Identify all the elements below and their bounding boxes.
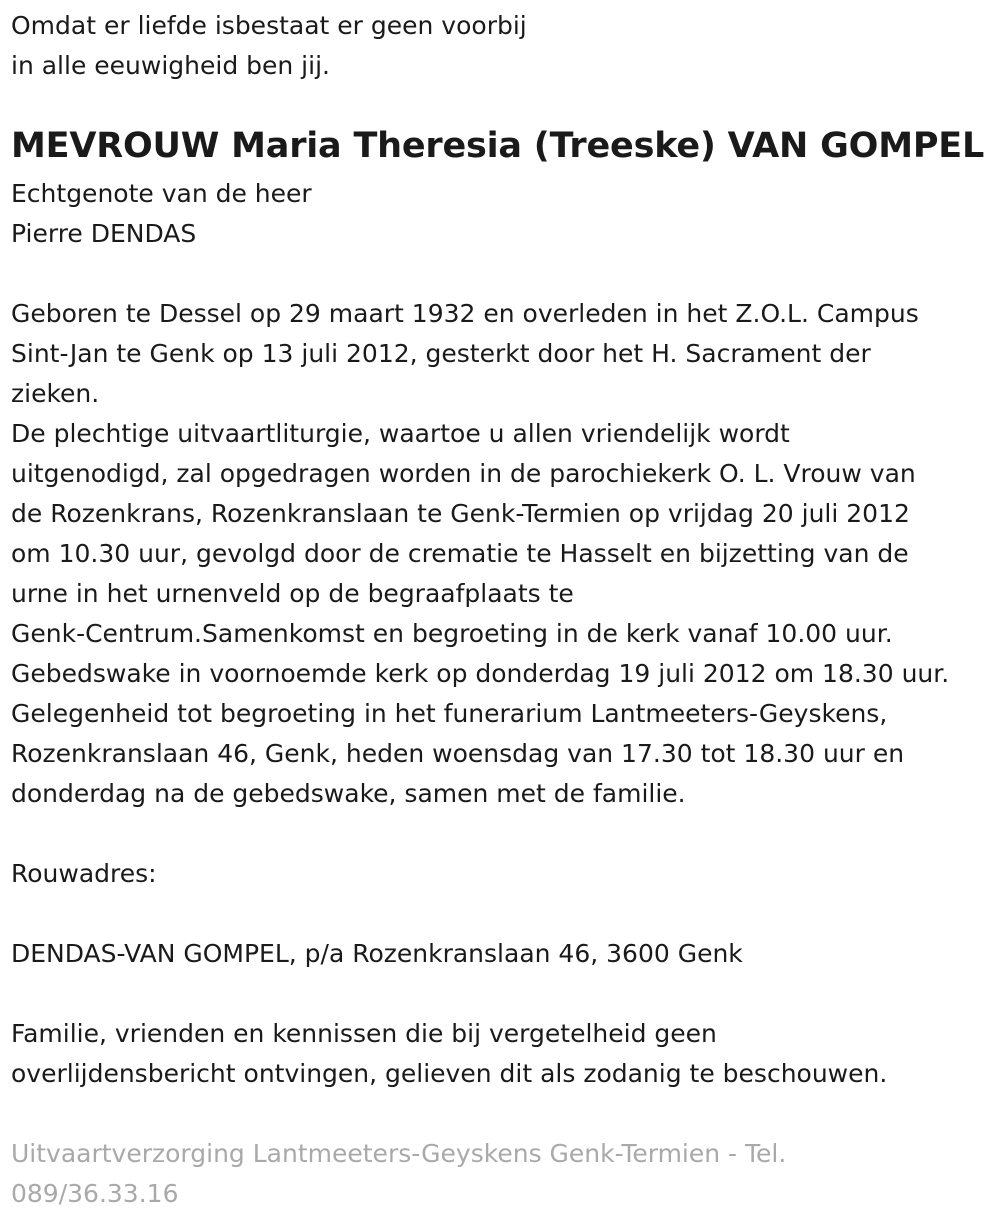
footer-line: Uitvaartverzorging Lantmeeters-Geyskens Genk-Termien - Tel. [11, 1139, 787, 1168]
body-line: Geboren te Dessel op 29 maart 1932 en overleden in het Z.O.L. Campus [11, 299, 919, 328]
memorial-quote [11, 6, 527, 86]
quote-line: in alle eeuwigheid ben jij. [11, 51, 330, 80]
footer-line: 089/36.33.16 [11, 1179, 179, 1208]
rouwadres-address: DENDAS-VAN GOMPEL, p/a Rozenkranslaan 46, 3600 Genk [11, 939, 743, 968]
deceased-name-heading: MEVROUW Maria Theresia (Treeske) VAN GOMPEL [11, 126, 985, 166]
body-line: Gelegenheid tot begroeting in het funerarium Lantmeeters-Geyskens, [11, 699, 888, 728]
spouse-line: Pierre DENDAS [11, 219, 197, 248]
body-line: Genk-Centrum.Samenkomst en begroeting in de kerk vanaf 10.00 uur. [11, 619, 893, 648]
notice-body [11, 294, 949, 814]
body-line: Sint-Jan te Genk op 13 juli 2012, gesterkt door het H. Sacrament der [11, 339, 871, 368]
body-line: om 10.30 uur, gevolgd door de crematie te Hasselt en bijzetting van de [11, 539, 909, 568]
body-line: uitgenodigd, zal opgedragen worden in de parochiekerk O. L. Vrouw van [11, 459, 916, 488]
family-notice [11, 1014, 887, 1094]
body-line: De plechtige uitvaartliturgie, waartoe u allen vriendelijk wordt [11, 419, 790, 448]
spouse-info [11, 174, 312, 254]
body-line: donderdag na de gebedswake, samen met de familie. [11, 779, 686, 808]
body-line: urne in het urnenveld op de begraafplaats te [11, 579, 574, 608]
notice-line: overlijdensbericht ontvingen, gelieven dit als zodanig te beschouwen. [11, 1059, 888, 1088]
body-line: Gebedswake in voornoemde kerk op donderdag 19 juli 2012 om 18.30 uur. [11, 659, 950, 688]
spouse-line: Echtgenote van de heer [11, 179, 312, 208]
rouwadres-label: Rouwadres: [11, 859, 157, 888]
notice-line: Familie, vrienden en kennissen die bij vergetelheid geen [11, 1019, 717, 1048]
body-line: Rozenkranslaan 46, Genk, heden woensdag van 17.30 tot 18.30 uur en [11, 739, 905, 768]
funeral-home-footer [11, 1134, 786, 1214]
body-line: zieken. [11, 379, 100, 408]
quote-line: Omdat er liefde isbestaat er geen voorbij [11, 11, 527, 40]
body-line: de Rozenkrans, Rozenkranslaan te Genk-Termien op vrijdag 20 juli 2012 [11, 499, 910, 528]
